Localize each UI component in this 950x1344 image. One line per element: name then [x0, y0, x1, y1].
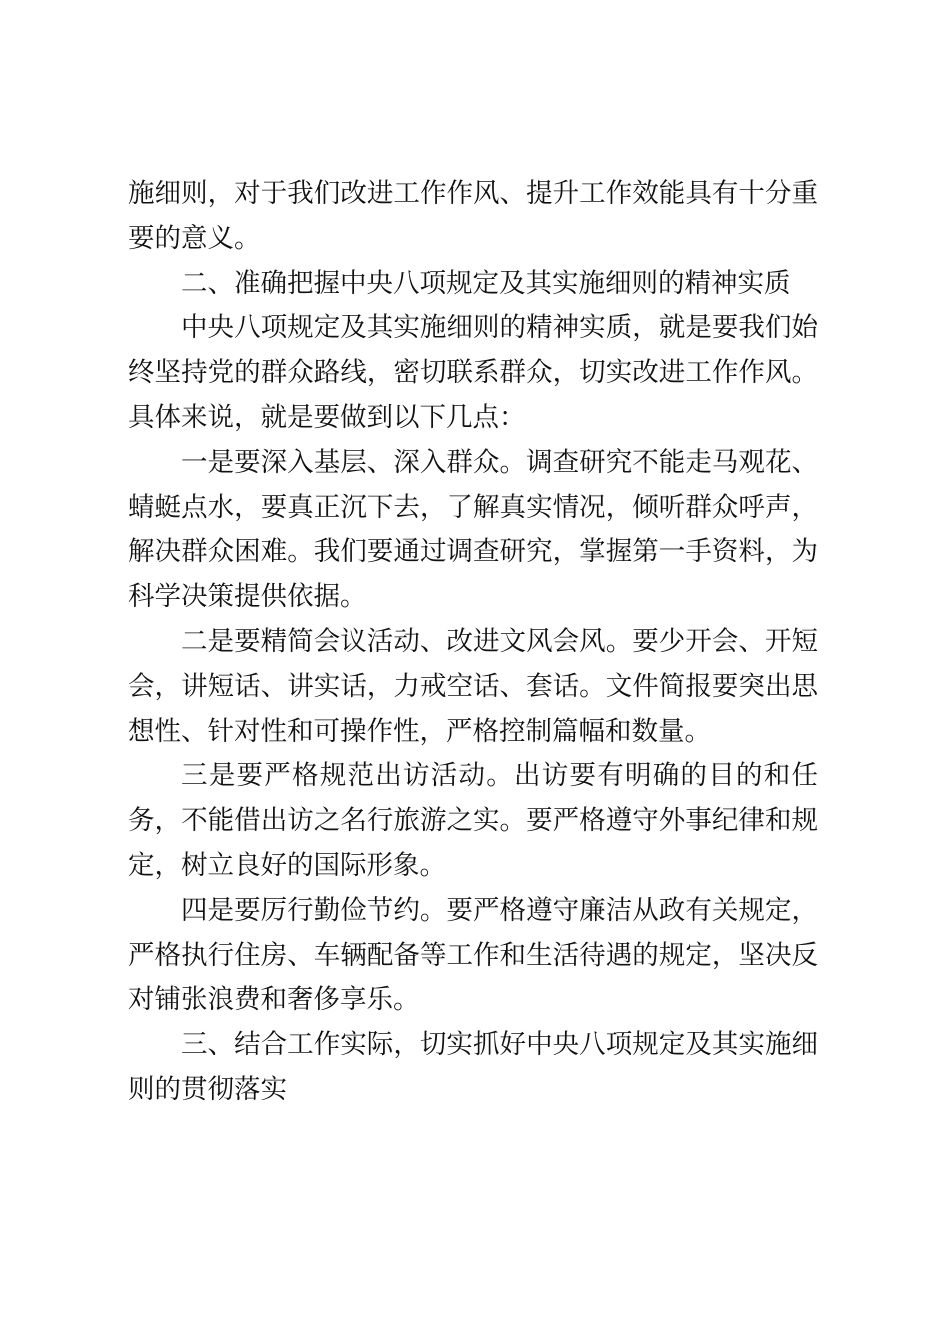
paragraph-point-1: 一是要深入基层、深入群众。调查研究不能走马观花、蜻蜓点水，要真正沉下去，了解真实情况，倾听群众呼声，解决群众困难。我们要通过调查研究，掌握第一手资料，为科学决策提供依据。 [128, 446, 818, 613]
section-heading-2: 二、准确把握中央八项规定及其实施细则的精神实质 [181, 267, 791, 299]
paragraph-point-2: 二是要精简会议活动、改进文风会风。要少开会、开短会，讲短话、讲实话，力戒空话、套话。文件简报要突出思想性、针对性和可操作性，严格控制篇幅和数量。 [128, 625, 818, 747]
paragraph-continuation: 施细则，对于我们改进工作作风、提升工作效能具有十分重要的意义。 [128, 178, 818, 254]
document-body [128, 172, 818, 1113]
paragraph-point-3: 三是要严格规范出访活动。出访要有明确的目的和任务，不能借出访之名行旅游之实。要严格遵守外事纪律和规定，树立良好的国际形象。 [128, 760, 818, 881]
section-heading-3: 三、结合工作实际，切实抓好中央八项规定及其实施细则的贯彻落实 [128, 1029, 818, 1105]
paragraph-essence: 中央八项规定及其实施细则的精神实质，就是要我们始终坚持党的群众路线，密切联系群众，切实改进工作作风。具体来说，就是要做到以下几点： [128, 312, 818, 433]
paragraph-point-4: 四是要厉行勤俭节约。要严格遵守廉洁从政有关规定，严格执行住房、车辆配备等工作和生活待遇的规定，坚决反对铺张浪费和奢侈享乐。 [128, 894, 818, 1016]
